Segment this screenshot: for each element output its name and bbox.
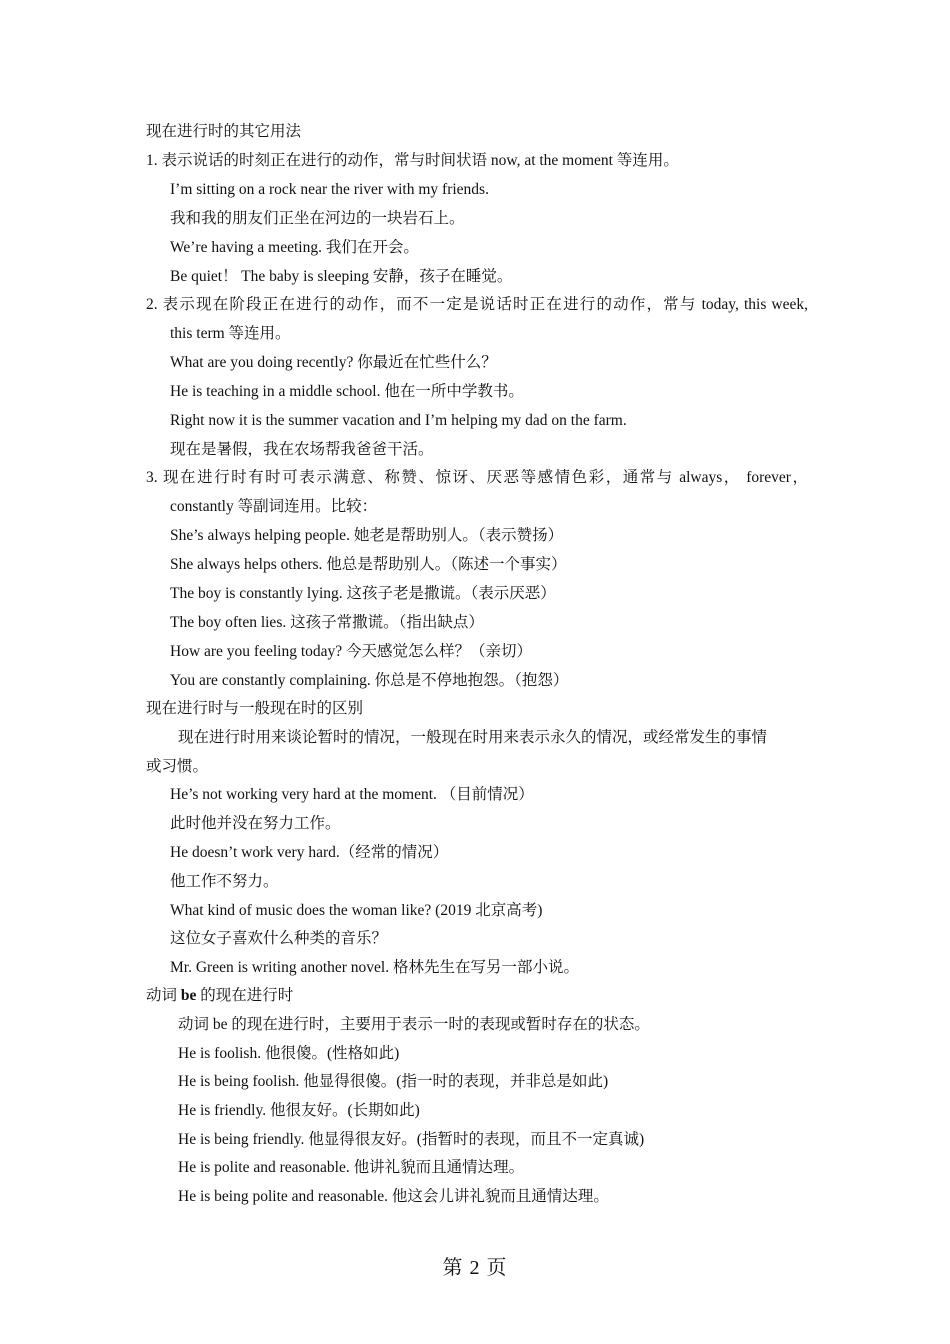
rule-3-text-line2: constantly 等副词连用。比较： (170, 498, 378, 515)
example-sentence: Right now it is the summer vacation and I’m helping my dad on the farm. (170, 412, 627, 429)
example-sentence: She always helps others. 他总是帮助别人。（陈述一个事实） (170, 556, 567, 573)
example-sentence: What kind of music does the woman like? (2019 北京高考) (170, 902, 543, 919)
heading-be-suffix: 的现在进行时 (196, 987, 294, 1004)
example-sentence: He doesn’t work very hard.（经常的情况） (170, 844, 449, 861)
example-sentence: He’s not working very hard at the moment. （目前情况） (170, 786, 534, 803)
example-sentence: We’re having a meeting. 我们在开会。 (170, 239, 419, 256)
example-sentence: Be quiet！ The baby is sleeping 安静，孩子在睡觉。 (170, 268, 513, 285)
example-sentence: Mr. Green is writing another novel. 格林先生在写另一部小说。 (170, 959, 579, 976)
example-translation: 这位女子喜欢什么种类的音乐？ (170, 930, 388, 947)
page-number: 第 2 页 (442, 1257, 508, 1279)
example-sentence: What are you doing recently? 你最近在忙些什么？ (170, 354, 497, 371)
example-sentence: He is polite and reasonable. 他讲礼貌而且通情达理。 (178, 1159, 525, 1176)
example-sentence: How are you feeling today? 今天感觉怎么样？（亲切） (170, 643, 533, 660)
rule-2-text-line2: this term 等连用。 (170, 325, 291, 342)
heading-be-prefix: 动词 (146, 987, 181, 1004)
be-intro: 动词 be 的现在进行时，主要用于表示一时的表现或暂时存在的状态。 (178, 1016, 650, 1033)
rule-3-text-line1: 3. 现在进行时有时可表示满意、称赞、惊讶、厌恶等感情色彩，通常与 always， forever， (146, 469, 808, 486)
example-sentence: He is teaching in a middle school. 他在一所中学教书。 (170, 383, 524, 400)
example-sentence: He is being friendly. 他显得很友好。(指暂时的表现，而且不一定真诚) (178, 1131, 645, 1148)
difference-paragraph-line1: 现在进行时用来谈论暂时的情况，一般现在时用来表示永久的情况，或经常发生的事情 (178, 729, 768, 746)
example-sentence: He is foolish. 他很傻。(性格如此) (178, 1045, 400, 1062)
rule-2-text-line1: 2. 表示现在阶段正在进行的动作，而不一定是说话时正在进行的动作，常与 today, this week, (146, 296, 808, 313)
example-sentence: You are constantly complaining. 你总是不停地抱怨。（抱怨） (170, 672, 569, 689)
example-translation: 我和我的朋友们正坐在河边的一块岩石上。 (170, 210, 465, 227)
section-heading-difference: 现在进行时与一般现在时的区别 (146, 700, 364, 717)
difference-paragraph-line2: 或习惯。 (146, 758, 209, 775)
example-sentence: He is friendly. 他很友好。(长期如此) (178, 1102, 420, 1119)
example-sentence: The boy is constantly lying. 这孩子老是撒谎。（表示厌恶） (170, 585, 556, 602)
example-sentence: She’s always helping people. 她老是帮助别人。（表示赞扬） (170, 527, 564, 544)
example-sentence: He is being foolish. 他显得很傻。(指一时的表现，并非总是如此) (178, 1073, 609, 1090)
section-heading-be (146, 985, 293, 1007)
heading-be-bold: be (180, 987, 197, 1004)
rule-1-text: 1. 表示说话的时刻正在进行的动作，常与时间状语 now, at the moment 等连用。 (146, 152, 679, 169)
example-sentence: He is being polite and reasonable. 他这会儿讲礼貌而且通情达理。 (178, 1188, 609, 1205)
section-heading-other-uses: 现在进行时的其它用法 (146, 123, 302, 140)
example-sentence: The boy often lies. 这孩子常撒谎。（指出缺点） (170, 614, 484, 631)
example-translation: 此时他并没在努力工作。 (170, 815, 341, 832)
example-translation: 现在是暑假，我在农场帮我爸爸干活。 (170, 441, 434, 458)
example-sentence: I’m sitting on a rock near the river with my friends. (170, 181, 489, 198)
example-translation: 他工作不努力。 (170, 873, 279, 890)
